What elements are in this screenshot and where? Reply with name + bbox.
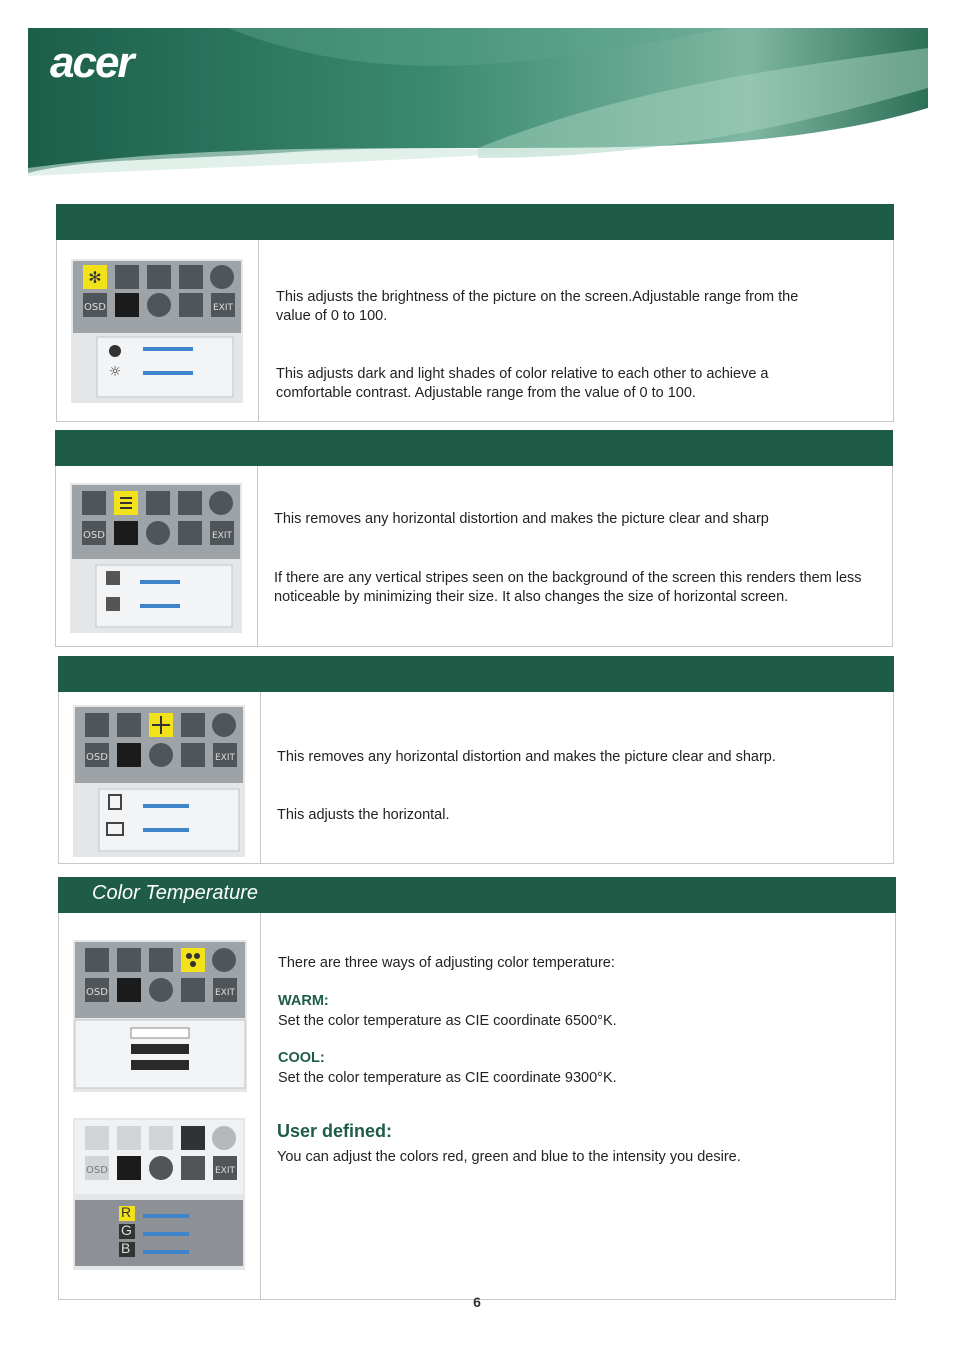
h-position-description: This removes any horizontal distortion and makes the picture clear and sharp.: [277, 749, 776, 765]
v-position-description: This adjusts the horizontal.: [277, 807, 450, 823]
section-focus-clock: [55, 430, 893, 647]
osd-menu-image: [73, 705, 245, 862]
section-position: [58, 656, 894, 864]
osd-menu-image: [71, 259, 243, 408]
section-header: [58, 877, 896, 913]
user-defined-description: You can adjust the colors red, green and blue to the intensity you desire.: [277, 1149, 741, 1165]
section-header: [55, 430, 893, 466]
user-defined-label: User defined:: [277, 1121, 393, 1141]
svg-text:✻: ✻: [88, 268, 102, 287]
cool-label: COOL:: [278, 1050, 325, 1066]
rgb-letter-r: R: [121, 1204, 132, 1220]
section-color-temperature: [58, 877, 896, 1300]
svg-text:☼: ☼: [108, 364, 122, 380]
svg-text:OSD: OSD: [86, 1165, 108, 1176]
section-header: [58, 656, 894, 692]
rgb-letter-g: G: [121, 1222, 132, 1238]
page-number: 6: [473, 1294, 481, 1310]
svg-text:EXIT: EXIT: [212, 303, 234, 313]
color-temp-intro: There are three ways of adjusting color temperature:: [278, 955, 615, 971]
header-banner: [28, 28, 928, 176]
svg-text:OSD: OSD: [86, 752, 108, 763]
acer-logo: acer: [50, 38, 133, 87]
osd-menu-image: [70, 483, 242, 638]
rgb-letter-b: B: [121, 1240, 131, 1256]
cool-description: Set the color temperature as CIE coordinate 9300°K.: [278, 1070, 617, 1086]
focus-description: This removes any horizontal distortion and makes the picture clear and sharp: [274, 511, 769, 527]
svg-text:OSD: OSD: [86, 987, 108, 998]
osd-user-defined-image: [73, 1118, 245, 1275]
svg-text:EXIT: EXIT: [214, 753, 236, 763]
contrast-description: This adjusts dark and light shades of color relative to each other to achieve a comfortable contrast. Adjustable range from the value of 0 to 100.: [276, 366, 769, 401]
brightness-description: This adjusts the brightness of the picture on the screen.Adjustable range from the value of 0 to 100.: [276, 289, 799, 324]
warm-label: WARM:: [278, 993, 329, 1009]
svg-text:OSD: OSD: [83, 530, 105, 541]
section-brightness-contrast: [56, 204, 894, 422]
section-header: [56, 204, 894, 240]
section-title: Color Temperature: [92, 882, 259, 904]
svg-text:EXIT: EXIT: [211, 531, 233, 541]
svg-text:OSD: OSD: [84, 302, 106, 313]
osd-color-temperature-image: [73, 940, 247, 1097]
svg-text:EXIT: EXIT: [214, 1166, 236, 1176]
svg-text:EXIT: EXIT: [214, 988, 236, 998]
warm-description: Set the color temperature as CIE coordinate 6500°K.: [278, 1013, 617, 1029]
clock-description: If there are any vertical stripes seen on the background of the screen this renders them less noticeable by minimizing their size. It also changes the size of horizontal screen.: [274, 570, 862, 605]
